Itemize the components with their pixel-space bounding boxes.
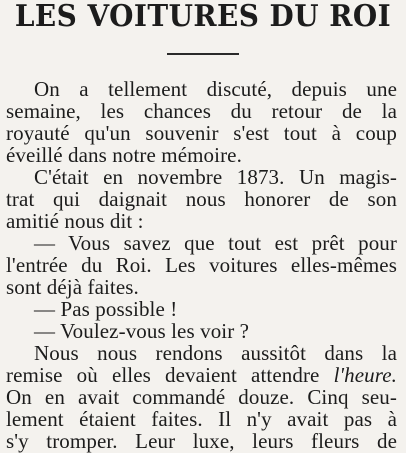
article-line: C'était en novembre 1873. Un magis- [34,165,397,189]
article-line: lement étaient faites. Il n'y avait pas à [6,407,397,431]
article-line: — Voulez-vous les voir ? [34,319,250,343]
article-line: royauté qu'un souvenir s'est tout à coup [6,121,397,145]
headline-divider [167,53,239,55]
italic-phrase: l'heure. [333,363,397,387]
article-line: l'entrée du Roi. Les voitures elles-mêmes [6,253,397,277]
article-line: On en avait commandé douze. Cinq seu- [6,385,397,409]
article-line: amitié nous dit : [6,209,144,233]
article-line: trat qui daignait nous honorer de son [6,187,397,211]
article-line-text: remise où elles devaient attendre [6,363,334,387]
article-line-with-italic [6,363,397,387]
article-line: On a tellement discuté, depuis une [34,77,397,101]
article-line: — Pas possible ! [34,297,178,321]
article-line: éveillé dans notre mémoire. [6,143,242,167]
article-line: — Vous savez que tout est prêt pour [34,231,397,255]
article-line: Nous nous rendons aussitôt dans la [34,341,397,365]
article-line: sont déjà faites. [6,275,139,299]
article-line: semaine, les chances du retour de la [6,99,397,123]
article-headline: LES VOITURES DU ROI [14,0,392,34]
article-line: s'y tromper. Leur luxe, leurs fleurs de [6,429,397,453]
